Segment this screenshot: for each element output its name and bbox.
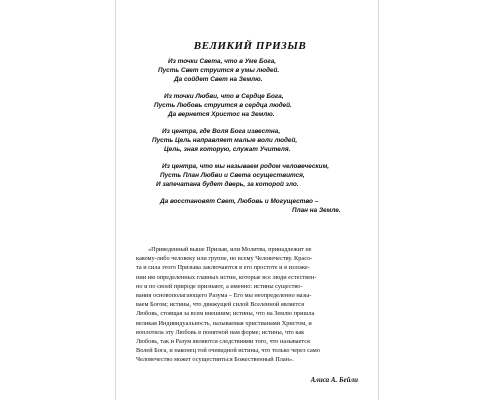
body-line: но и по своей природе признают, а именно: истины существо-	[136, 282, 303, 290]
body-line: «Приведенный выше Призыв, или Молитва, принадлежит не	[148, 246, 312, 253]
stanza-line: Из точки Света, что в Уме Бога,	[168, 58, 277, 65]
author-signature: Алиса А. Бейли	[310, 376, 358, 384]
body-line: Волей Бога, и наконец той очевидной истины, что только через само	[136, 347, 320, 355]
stanza-line: Из точки Любви, что в Сердце Бога,	[164, 93, 284, 100]
stanza-line: И запечатана будет дверь, за которой зло.	[156, 181, 299, 188]
stanza-line: Пусть Любовь струится в сердца людей.	[154, 102, 292, 109]
stanza-3	[140, 127, 370, 154]
body-line: Человечество может осуществиться Божественный План».	[136, 356, 294, 364]
body-line: вания основополагающего Разума – Его мы неопределенно назы-	[136, 292, 312, 300]
body-line: та и сила этого Призыва заключаются в его простоте и в изложе-	[136, 264, 310, 272]
body-line: нии им определенных главных истин, которые все люди естествен-	[136, 273, 317, 281]
stanza-line: Цель, зная которую, служат Учителя.	[164, 146, 291, 153]
stanza-5	[140, 197, 370, 215]
stanza-line: Да восстановят Свет, Любовь и Могущество –	[160, 198, 319, 205]
body-line: воплотила эту Любовь в понятной нам форме; истины, что как	[136, 328, 305, 336]
stanza-2	[140, 92, 370, 119]
body-line: Любовь, стоящая за всем внешним; истины, что на Землю пришла	[136, 310, 315, 318]
commentary-paragraph	[136, 245, 370, 365]
stanza-line: Пусть Цель направляет малые воли людей,	[152, 137, 298, 144]
body-line: какому-либо человеку или группе, но всему Человечеству. Красо-	[136, 255, 313, 263]
stanza-1	[140, 57, 370, 84]
stanza-line: Пусть Свет струится в умы людей.	[158, 67, 280, 74]
body-line: ваем Богом; истины, что движущей силой Вселенной является	[136, 301, 304, 309]
stanza-line: Да сойдет Свет на Землю.	[174, 76, 263, 83]
stanza-line: Да вернется Христос на Землю.	[168, 111, 275, 118]
stanza-line: Из центра, где Воля Бога известна,	[162, 128, 281, 135]
body-line: великая Индивидуальность, называемая христианами Христом, и	[136, 319, 312, 327]
stanza-line: Пусть План Любви и Света осуществится,	[160, 172, 305, 179]
stanza-4	[140, 162, 370, 189]
body-line: Любовь, так и Разум являются следствиями того, что называется	[136, 338, 310, 346]
stanza-line: План на Земле.	[292, 207, 341, 214]
page-title: ВЕЛИКИЙ ПРИЗЫВ	[193, 40, 307, 52]
stanza-line: Из центра, что мы называем родом человеческим,	[162, 163, 330, 170]
